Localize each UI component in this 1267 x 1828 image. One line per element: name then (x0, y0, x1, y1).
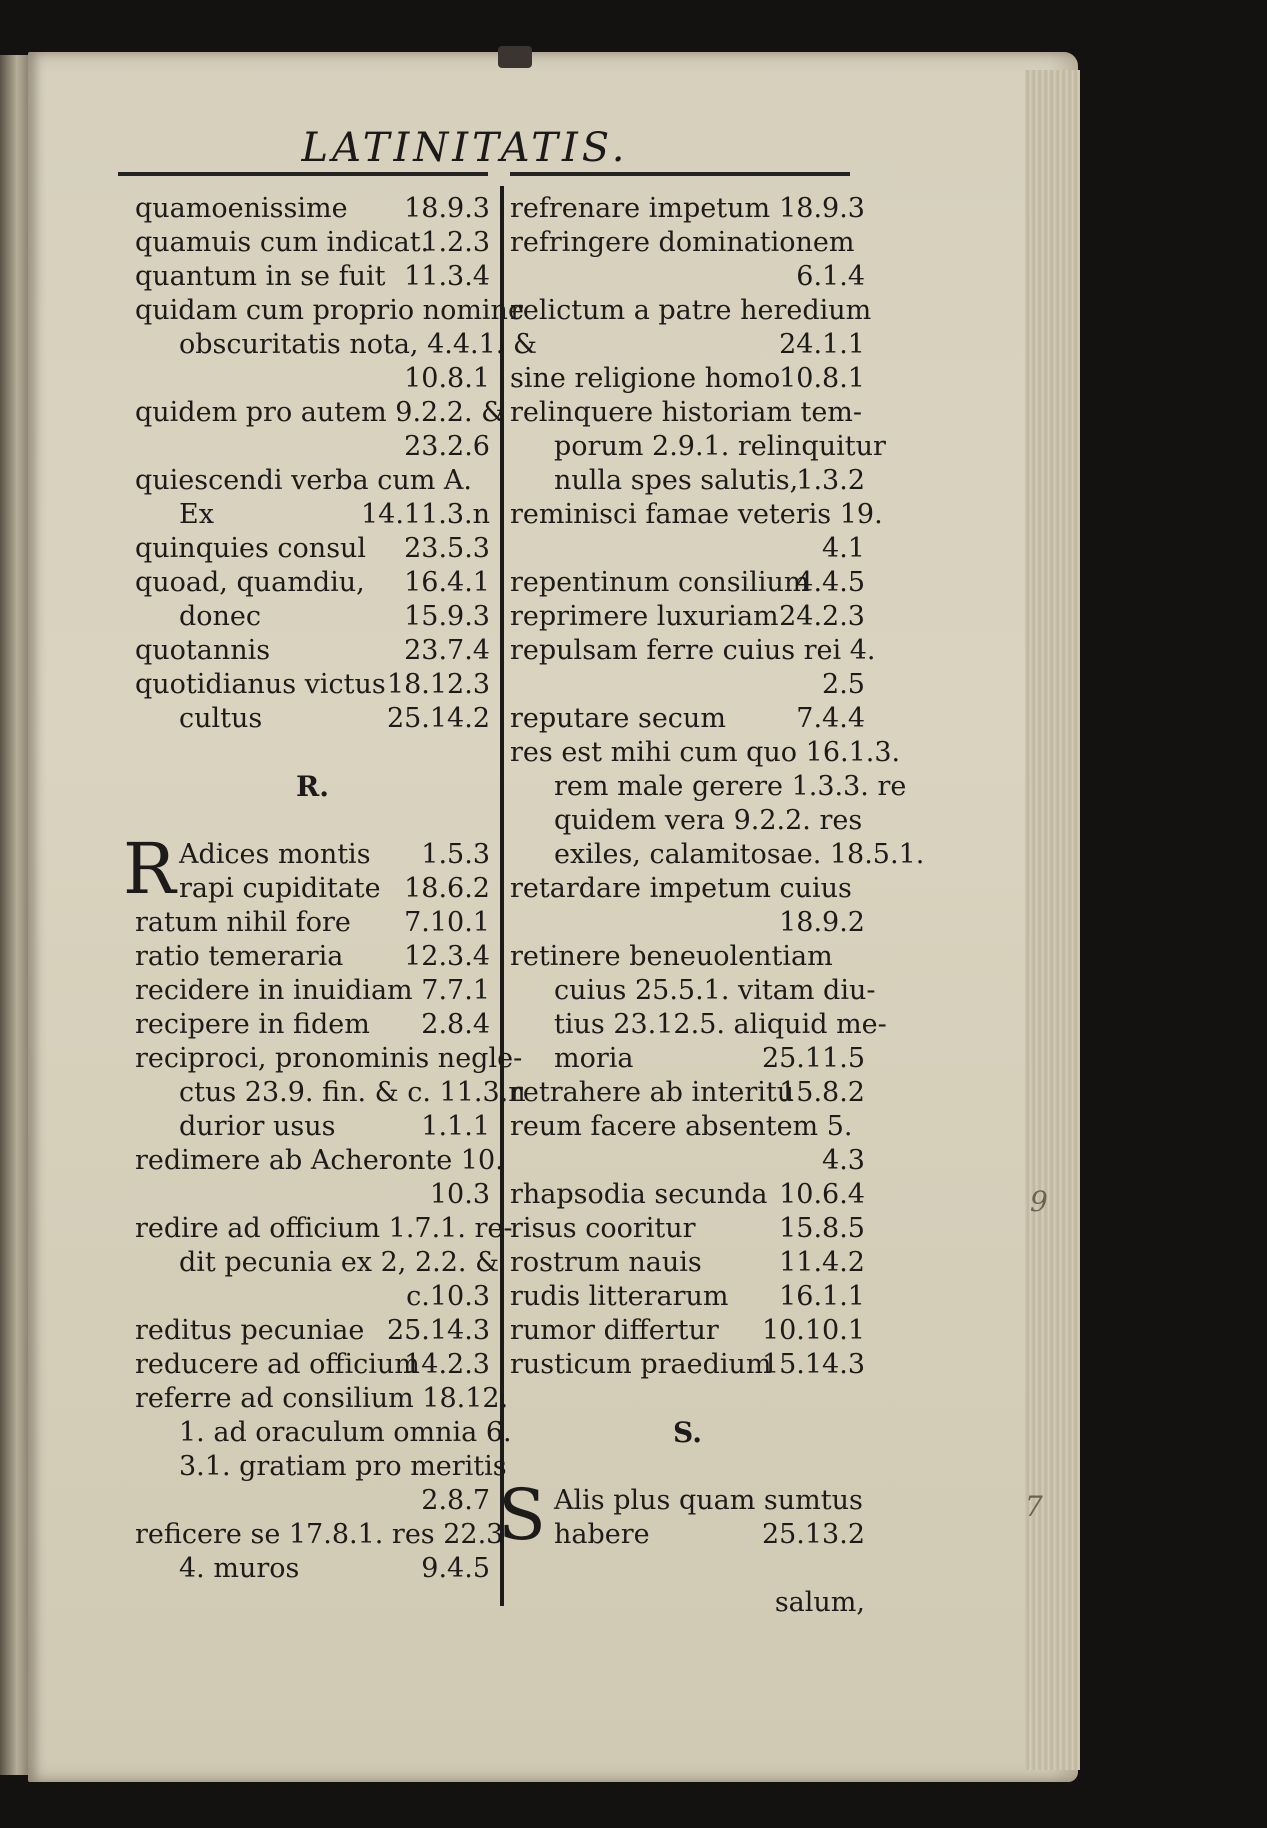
index-entry (510, 1314, 865, 1348)
entry-term: repentinum consilium (510, 567, 810, 598)
index-entry (135, 1450, 507, 1484)
entry-reference: 2.8.4 (421, 1009, 490, 1040)
index-entry (510, 872, 865, 906)
index-entry (510, 1450, 865, 1484)
entry-term: donec (179, 601, 262, 632)
index-entry (135, 906, 490, 940)
entry-term: reum facere absentem 5. (510, 1111, 853, 1142)
entry-term: reciproci, pronominis negle- (135, 1043, 523, 1074)
entry-term: sine religione homo (510, 363, 781, 394)
index-entry (510, 600, 865, 634)
entry-reference: 10.10.1 (761, 1315, 865, 1346)
entry-term: rudis litterarum (510, 1281, 729, 1312)
index-entry (135, 1076, 526, 1110)
entry-term: rostrum nauis (510, 1247, 702, 1278)
entry-term: redire ad officium 1.7.1. re- (135, 1213, 513, 1244)
entry-reference: 1.2.3 (421, 227, 490, 258)
header-rule-right (510, 172, 850, 176)
entry-reference: 10.8.1 (779, 363, 865, 394)
entry-reference: 4.1 (822, 533, 865, 564)
entry-term: reminisci famae veteris 19. (510, 499, 883, 530)
index-entry (135, 736, 490, 770)
entry-reference: 18.9.2 (779, 907, 865, 938)
index-entry (510, 804, 865, 838)
entry-term: reducere ad officium (135, 1349, 420, 1380)
index-entry (510, 1042, 865, 1076)
drop-cap: S (498, 1474, 546, 1556)
entry-term: quinquies consul (135, 533, 367, 564)
index-entry (135, 192, 490, 226)
section-letter-heading: R. (295, 770, 330, 803)
entry-reference: 7.4.4 (796, 703, 865, 734)
entry-term: rapi cupiditate (179, 873, 381, 904)
entry-term: retinere beneuolentiam (510, 941, 833, 972)
entry-term: quotannis (135, 635, 271, 666)
entry-term: quamoenissime (135, 193, 348, 224)
entry-term: nulla spes salutis, (554, 465, 799, 496)
index-entry (510, 702, 865, 736)
index-column-right (498, 192, 925, 1620)
index-entry (510, 464, 865, 498)
entry-term: porum 2.9.1. relinquitur (554, 431, 886, 462)
margin-note: 9 (1030, 1185, 1048, 1218)
entry-reference: 10.8.1 (404, 363, 490, 394)
entry-term: cultus (179, 703, 263, 734)
entry-reference: 15.9.3 (404, 601, 490, 632)
entry-reference: 15.8.2 (779, 1077, 865, 1108)
index-entry (510, 1586, 865, 1620)
entry-reference: 4.4.5 (796, 567, 865, 598)
entry-term: recipere in fidem (135, 1009, 370, 1040)
entry-term: quotidianus victus (135, 669, 386, 700)
drop-cap: R (123, 828, 176, 910)
entry-term: reprimere luxuriam (510, 601, 779, 632)
entry-reference: 25.14.2 (386, 703, 490, 734)
entry-term: repulsam ferre cuius rei 4. (510, 635, 876, 666)
index-entry (510, 668, 865, 702)
entry-reference: 23.5.3 (404, 533, 490, 564)
entry-reference: 10.3 (429, 1179, 490, 1210)
index-entry (510, 634, 876, 668)
index-entry (135, 498, 490, 532)
entry-term: rhapsodia secunda (510, 1179, 768, 1210)
entry-term: reficere se 17.8.1. res 22.3 (135, 1519, 504, 1550)
index-entry (510, 1382, 865, 1416)
entry-reference: 23.2.6 (404, 431, 490, 462)
index-entry (135, 430, 490, 464)
entry-reference: 16.1.1 (779, 1281, 865, 1312)
entry-reference: 23.7.4 (404, 635, 490, 666)
index-entry (510, 328, 865, 362)
entry-term: cuius 25.5.1. vitam diu- (554, 975, 876, 1006)
binding-clasp (498, 46, 532, 68)
entry-term: Alis plus quam sumtus (554, 1485, 863, 1516)
index-entry (510, 396, 865, 430)
entry-reference: 14.11.3.n (360, 499, 490, 530)
index-entry (510, 362, 865, 396)
index-entry (510, 294, 872, 328)
index-entry (135, 464, 490, 498)
entry-term: quiescendi verba cum A. (135, 465, 473, 496)
index-entry (510, 1144, 865, 1178)
running-header: LATINITATIS. (301, 125, 629, 171)
entry-reference: 4.3 (822, 1145, 865, 1176)
entry-term: quidem vera 9.2.2. res (554, 805, 863, 836)
index-entry (135, 1382, 509, 1416)
entry-reference: 9.4.5 (421, 1553, 490, 1584)
entry-reference: 25.14.3 (386, 1315, 490, 1346)
index-entry (135, 804, 490, 838)
index-entry (510, 1178, 865, 1212)
entry-reference: 11.3.4 (404, 261, 490, 292)
index-entry (135, 668, 490, 702)
entry-reference: 7.10.1 (404, 907, 490, 938)
entry-term: retardare impetum cuius (510, 873, 852, 904)
entry-term: 4. muros (179, 1553, 300, 1584)
entry-term: ratio temeraria (135, 941, 344, 972)
entry-reference: 15.8.5 (779, 1213, 865, 1244)
entry-reference: c.10.3 (406, 1281, 490, 1312)
entry-term: reditus pecuniae (135, 1315, 365, 1346)
index-entry (135, 1416, 512, 1450)
index-entry (510, 1008, 887, 1042)
margin-note: 7 (1025, 1490, 1043, 1523)
index-entry (510, 838, 925, 872)
entry-reference: 12.3.4 (404, 941, 490, 972)
entry-term: rumor differtur (510, 1315, 719, 1346)
index-entry (135, 1348, 490, 1382)
index-entry (135, 600, 490, 634)
index-column-left (123, 192, 537, 1586)
index-entry (135, 362, 490, 396)
entry-term: Ex (179, 499, 214, 530)
entry-term: relinquere historiam tem- (510, 397, 863, 428)
entry-reference: 18.9.3 (404, 193, 490, 224)
index-entry (135, 872, 490, 906)
entry-term: 1. ad oraculum omnia 6. (179, 1417, 512, 1448)
index-entry (135, 1552, 490, 1586)
index-entry (135, 566, 490, 600)
index-entry (510, 906, 865, 940)
entry-term: tius 23.12.5. aliquid me- (554, 1009, 887, 1040)
entry-term: quamuis cum indicat. (135, 227, 430, 258)
entry-term: habere (554, 1519, 650, 1550)
entry-term: risus cooritur (510, 1213, 696, 1244)
index-entry (135, 634, 490, 668)
index-entry (135, 1314, 490, 1348)
index-entry (135, 940, 490, 974)
entry-reference: 25.11.5 (761, 1043, 865, 1074)
entry-term: quantum in se fuit (135, 261, 386, 292)
index-entry (510, 192, 865, 226)
entry-term: rem male gerere 1.3.3. re (554, 771, 907, 802)
index-entry (135, 702, 490, 736)
index-entry (510, 532, 865, 566)
entry-term: redimere ab Acheronte 10. (135, 1145, 504, 1176)
entry-term: referre ad consilium 18.12. (135, 1383, 509, 1414)
entry-reference: 6.1.4 (796, 261, 865, 292)
entry-reference: 18.9.3 (779, 193, 865, 224)
index-entry (135, 1110, 490, 1144)
index-entry (510, 566, 865, 600)
index-entry (135, 226, 490, 260)
entry-reference: 11.4.2 (779, 1247, 865, 1278)
index-entry (510, 1212, 865, 1246)
index-entry (510, 736, 901, 770)
index-entry (510, 974, 876, 1008)
index-entry (510, 1110, 865, 1144)
index-entry (135, 1042, 523, 1076)
entry-term: ctus 23.9. fin. & c. 11.3.n (179, 1077, 526, 1108)
entry-term: rusticum praedium (510, 1349, 772, 1380)
index-entry (135, 396, 506, 430)
entry-term: res est mihi cum quo 16.1.3. (510, 737, 901, 768)
index-entry (510, 1246, 865, 1280)
index-entry (135, 1144, 504, 1178)
entry-reference: 25.13.2 (761, 1519, 865, 1550)
book-left-edge (0, 55, 28, 1775)
index-entry (510, 1552, 865, 1586)
index-entry (135, 260, 490, 294)
entry-reference: 1.1.1 (421, 1111, 490, 1142)
entry-reference: 24.1.1 (779, 329, 865, 360)
entry-term: obscuritatis nota, 4.4.1. & (179, 329, 537, 360)
index-entry (135, 1518, 504, 1552)
entry-reference: 18.6.2 (404, 873, 490, 904)
entry-reference: 14.2.3 (404, 1349, 490, 1380)
index-entry (135, 294, 524, 328)
entry-term: moria (554, 1043, 634, 1074)
index-entry (510, 770, 907, 804)
index-entry (135, 1212, 513, 1246)
index-entry (510, 940, 865, 974)
entry-reference: 1.3.2 (796, 465, 865, 496)
index-entry (135, 974, 490, 1008)
entry-reference: 2.5 (822, 669, 865, 700)
index-entry (135, 1178, 490, 1212)
header-rule-left (118, 172, 488, 176)
entry-reference: 24.2.3 (779, 601, 865, 632)
index-entry (510, 226, 865, 260)
entry-term: reputare secum (510, 703, 726, 734)
entry-term: dit pecunia ex 2, 2.2. & (179, 1247, 500, 1278)
entry-term: refrenare impetum (510, 193, 771, 224)
entry-reference: salum, (774, 1587, 865, 1618)
index-entry (135, 1484, 490, 1518)
entry-term: quoad, quamdiu, (135, 567, 365, 598)
index-entry (510, 260, 865, 294)
entry-term: quidam cum proprio nomine (135, 295, 524, 326)
entry-term: Adices montis (179, 839, 371, 870)
index-entry (135, 1008, 490, 1042)
index-entry (510, 1076, 865, 1110)
entry-reference: 15.14.3 (761, 1349, 865, 1380)
index-entry (135, 328, 537, 362)
index-entry (510, 1348, 865, 1382)
index-entry (510, 430, 886, 464)
index-entry (510, 498, 883, 532)
index-entry (510, 1280, 865, 1314)
index-entry (135, 1246, 500, 1280)
entry-term: refringere dominationem (510, 227, 855, 258)
entry-term: retrahere ab interitu (510, 1077, 795, 1108)
entry-reference: 16.4.1 (404, 567, 490, 598)
index-entry (135, 1280, 490, 1314)
entry-reference: 2.8.7 (421, 1485, 490, 1516)
entry-reference: 1.5.3 (421, 839, 490, 870)
entry-reference: 7.7.1 (421, 975, 490, 1006)
entry-term: 3.1. gratiam pro meritis (179, 1451, 507, 1482)
index-entry (135, 532, 490, 566)
entry-term: exiles, calamitosae. 18.5.1. (554, 839, 925, 870)
entry-term: relictum a patre heredium (510, 295, 872, 326)
entry-term: quidem pro autem 9.2.2. & (135, 397, 506, 428)
entry-reference: 18.12.3 (386, 669, 490, 700)
index-entry (510, 1518, 865, 1552)
entry-term: recidere in inuidiam (135, 975, 413, 1006)
entry-term: durior usus (179, 1111, 336, 1142)
entry-term: ratum nihil fore (135, 907, 351, 938)
entry-reference: 10.6.4 (779, 1179, 865, 1210)
section-letter-heading: S. (673, 1416, 702, 1449)
